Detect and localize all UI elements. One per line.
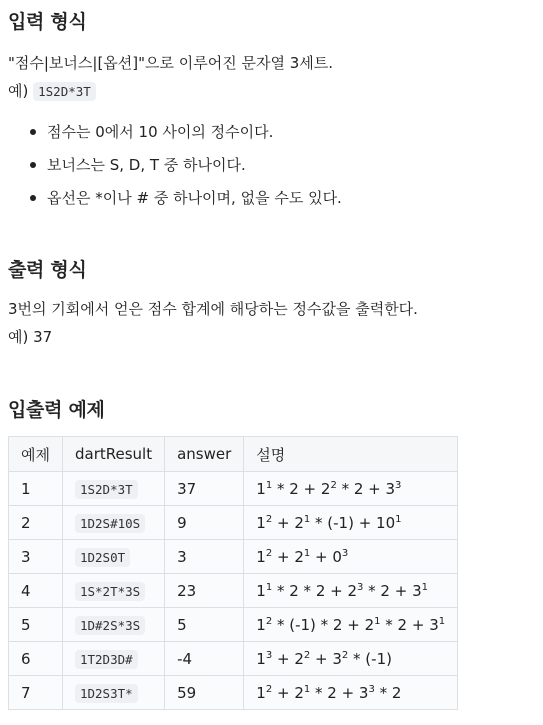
term-exponent: 3 — [341, 547, 349, 559]
input-example-code: 1S2D*3T — [33, 82, 96, 101]
answer-cell: 37 — [165, 472, 244, 506]
example-number-cell: 4 — [9, 574, 63, 608]
term-exponent: 2 — [341, 649, 349, 661]
list-item — [8, 154, 342, 187]
input-format-heading: 입력 형식 — [8, 11, 87, 33]
term-base: 1 — [256, 683, 266, 702]
list-item — [8, 187, 342, 220]
table-body — [9, 472, 458, 710]
rule-option: 옵선은 *이나 # 중 하나이며, 없을 수도 있다. — [47, 189, 342, 207]
term-exponent: 1 — [303, 683, 311, 695]
dart-result-code: 1D2S3T* — [75, 684, 138, 703]
term-exponent: 1 — [265, 479, 273, 491]
header-answer: answer — [165, 437, 244, 472]
term-operator: + — [272, 513, 295, 532]
output-format-description: 3번의 기회에서 얻은 점수 합계에 해당하는 정수값을 출력한다. — [8, 300, 418, 318]
term-exponent: 1 — [438, 615, 446, 627]
dart-result-cell — [62, 540, 164, 574]
dart-result-cell — [62, 506, 164, 540]
term-base: 2 — [320, 479, 331, 498]
term-operator: * (-1) + — [310, 513, 377, 532]
term-operator: * 2 + — [336, 479, 386, 498]
term-base: 2 — [294, 513, 304, 532]
term-operator: * 2 + — [310, 683, 359, 702]
term-operator: * 2 * 2 + — [272, 581, 348, 600]
term-base: 1 — [256, 479, 266, 498]
explanation-cell — [244, 472, 458, 506]
dart-result-cell — [62, 472, 164, 506]
example-number-cell: 2 — [9, 506, 63, 540]
example-number-cell: 6 — [9, 642, 63, 676]
dart-result-cell — [62, 676, 164, 710]
dart-result-code: 1D2S#10S — [75, 514, 145, 533]
bullet-icon — [30, 162, 36, 168]
explanation-cell — [244, 574, 458, 608]
output-format-heading: 출력 형식 — [8, 259, 87, 281]
explanation-cell — [244, 540, 458, 574]
bullet-icon — [30, 129, 36, 135]
term-operator: + — [310, 547, 333, 566]
term-base: 2 — [347, 581, 358, 600]
term-exponent: 2 — [265, 615, 273, 627]
term-operator: * 2 + — [363, 581, 413, 600]
explanation-cell — [244, 676, 458, 710]
input-example-prefix: 예) — [8, 82, 29, 100]
io-examples-table — [8, 436, 458, 710]
term-exponent: 3 — [395, 479, 402, 491]
rule-bonus: 보너스는 S, D, T 중 하나이다. — [47, 156, 246, 174]
explanation-cell — [244, 608, 458, 642]
answer-cell: 5 — [165, 608, 244, 642]
header-dart-result: dartResult — [62, 437, 164, 472]
term-base: 0 — [332, 547, 342, 566]
term-exponent: 1 — [303, 513, 311, 525]
table-row — [9, 608, 458, 642]
example-number-cell: 1 — [9, 472, 63, 506]
term-exponent: 1 — [395, 513, 402, 525]
answer-cell: 3 — [165, 540, 244, 574]
dart-result-cell — [62, 608, 164, 642]
term-base: 3 — [385, 479, 396, 498]
table-row — [9, 472, 458, 506]
dart-result-cell — [62, 642, 164, 676]
term-base: 2 — [294, 547, 304, 566]
example-number-cell: 7 — [9, 676, 63, 710]
term-exponent: 1 — [265, 581, 273, 593]
example-number-cell: 3 — [9, 540, 63, 574]
answer-cell: 23 — [165, 574, 244, 608]
term-base: 1 — [256, 615, 266, 634]
dart-result-code: 1D2S0T — [75, 548, 130, 567]
term-exponent: 1 — [421, 581, 428, 593]
term-exponent: 2 — [265, 683, 273, 695]
term-base: 1 — [256, 547, 266, 566]
term-exponent: 2 — [303, 649, 311, 661]
term-exponent: 1 — [303, 547, 311, 559]
term-exponent: 2 — [330, 479, 337, 491]
table-row — [9, 676, 458, 710]
term-base: 3 — [358, 683, 369, 702]
table-row — [9, 574, 458, 608]
term-exponent: 2 — [265, 513, 273, 525]
dart-result-code: 1S*2T*3S — [75, 582, 145, 601]
term-exponent: 3 — [368, 683, 375, 695]
dart-result-code: 1S2D*3T — [75, 480, 138, 499]
term-base: 2 — [294, 649, 304, 668]
term-base: 1 — [256, 649, 266, 668]
term-base: 3 — [332, 649, 342, 668]
table-header-row — [9, 437, 458, 472]
term-base: 2 — [294, 683, 304, 702]
answer-cell: -4 — [165, 642, 244, 676]
explanation-cell — [244, 506, 458, 540]
list-item — [8, 121, 342, 154]
header-example: 예제 — [9, 437, 63, 472]
output-example-line: 예) 37 — [8, 328, 53, 346]
rule-score: 점수는 0에서 10 사이의 정수이다. — [47, 123, 274, 141]
term-operator: * 2 + — [380, 615, 430, 634]
input-format-description: "점수|보너스|[옵션]"으로 이루어진 문자열 3세트. — [8, 54, 334, 72]
input-example-line — [8, 81, 96, 102]
term-base: 1 — [256, 513, 266, 532]
term-base: 3 — [429, 615, 439, 634]
example-number-cell: 5 — [9, 608, 63, 642]
term-base: 2 — [364, 615, 375, 634]
term-base: 10 — [376, 513, 396, 532]
term-base: 3 — [412, 581, 422, 600]
table-row — [9, 540, 458, 574]
term-exponent: 1 — [374, 615, 381, 627]
input-rules-list — [8, 121, 342, 220]
answer-cell: 59 — [165, 676, 244, 710]
io-examples-heading: 입출력 예제 — [8, 399, 105, 421]
term-operator: * 2 + — [272, 479, 321, 498]
dart-result-cell — [62, 574, 164, 608]
table-row — [9, 506, 458, 540]
term-operator: + — [272, 547, 295, 566]
term-operator: * 2 — [374, 683, 402, 702]
dart-result-code: 1T2D3D# — [75, 650, 138, 669]
term-operator: + — [272, 683, 295, 702]
term-operator: + — [310, 649, 333, 668]
header-explanation: 설명 — [244, 437, 458, 472]
explanation-cell — [244, 642, 458, 676]
term-operator: * (-1) — [348, 649, 392, 668]
term-exponent: 3 — [357, 581, 364, 593]
term-base: 1 — [256, 581, 266, 600]
table-row — [9, 642, 458, 676]
dart-result-code: 1D#2S*3S — [75, 616, 145, 635]
bullet-icon — [30, 195, 36, 201]
term-operator: * (-1) * 2 + — [272, 615, 365, 634]
term-operator: + — [272, 649, 295, 668]
term-exponent: 3 — [265, 649, 273, 661]
term-exponent: 2 — [265, 547, 273, 559]
answer-cell: 9 — [165, 506, 244, 540]
